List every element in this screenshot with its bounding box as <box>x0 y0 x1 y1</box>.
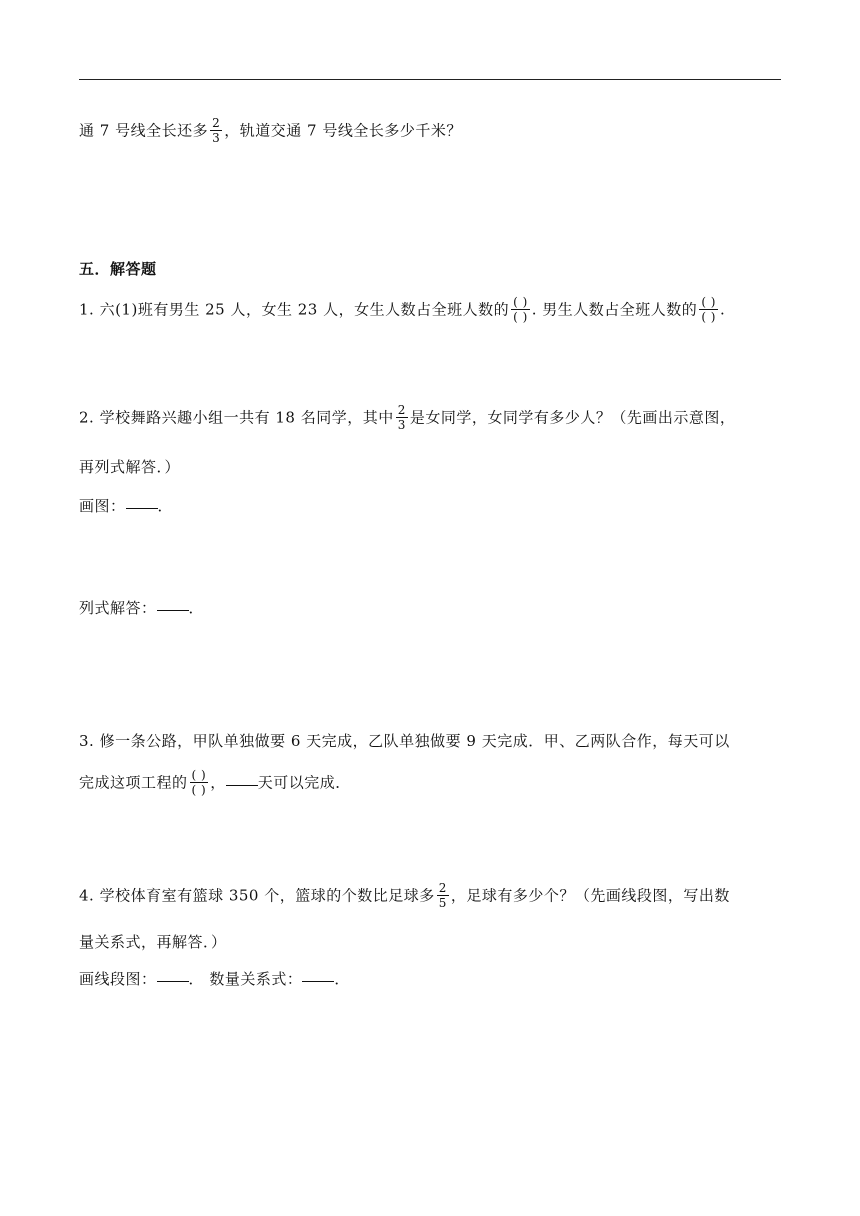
prev-question-tail <box>79 117 462 146</box>
fraction-denominator: 3 <box>397 418 406 432</box>
question-2 <box>79 404 735 433</box>
fraction-two-thirds <box>210 116 222 145</box>
q2-text-2: 是女同学，女同学有多少人？（先画出示意图， <box>409 408 736 427</box>
q4-answer-row <box>79 969 350 989</box>
answer-fraction-3[interactable] <box>190 768 209 797</box>
question-3-line-2 <box>79 769 351 798</box>
q2-draw-row <box>79 496 173 516</box>
draw-answer-blank[interactable] <box>126 507 158 509</box>
q2-text-1: 2. 学校舞路兴趣小组一共有 18 名同学，其中 <box>79 408 394 427</box>
draw-end: ． <box>157 497 174 515</box>
days-answer-blank[interactable] <box>226 784 258 786</box>
segment-answer-blank[interactable] <box>157 980 189 982</box>
header-rule <box>79 79 781 80</box>
q4-text-2: ，足球有多少个？（先画线段图，写出数 <box>450 886 730 905</box>
fraction-numerator: ( ) <box>513 295 528 309</box>
q3-text-1: 完成这项工程的 <box>79 773 188 792</box>
q3-text-2: ， <box>210 773 226 792</box>
draw-label: 画图： <box>79 497 126 515</box>
fraction-two-thirds <box>396 403 408 432</box>
q2-calc-row <box>79 598 204 618</box>
prev-text-1: 通 7 号线全长还多 <box>79 121 209 140</box>
q1-text-2: . 男生人数占全班人数的 <box>531 300 698 319</box>
fraction-denominator: ( ) <box>701 310 716 324</box>
fraction-denominator: ( ) <box>513 310 528 324</box>
question-3: 3. 修一条公路，甲队单独做要 6 天完成，乙队单独做要 9 天完成．甲、乙两队合作，每天可以 <box>79 732 730 750</box>
fraction-numerator: 2 <box>212 116 221 130</box>
q1-text-3: . <box>720 300 726 319</box>
fraction-denominator: 3 <box>212 131 221 145</box>
calc-end: ． <box>188 599 205 617</box>
segment-end: ． <box>188 970 205 988</box>
fraction-denominator: ( ) <box>191 783 207 797</box>
q4-text-1: 4. 学校体育室有篮球 350 个，篮球的个数比足球多 <box>79 886 435 905</box>
question-4 <box>79 882 730 911</box>
relation-end: ． <box>334 970 350 988</box>
answer-fraction-2[interactable] <box>699 295 718 324</box>
fraction-numerator: 2 <box>438 881 447 895</box>
fraction-two-fifths <box>437 881 449 910</box>
calc-label: 列式解答： <box>79 599 157 617</box>
question-1 <box>79 296 725 325</box>
fraction-numerator: ( ) <box>701 295 716 309</box>
question-4-line-2: 量关系式，再解答．） <box>79 933 227 951</box>
question-2-line-2: 再列式解答．） <box>79 458 181 476</box>
fraction-numerator: 2 <box>397 403 406 417</box>
relation-label: 数量关系式： <box>209 970 303 988</box>
segment-label: 画线段图： <box>79 970 157 988</box>
section-heading: 五．解答题 <box>79 260 157 278</box>
prev-text-2: ，轨道交通 7 号线全长多少千米？ <box>224 121 462 140</box>
calc-answer-blank[interactable] <box>157 609 189 611</box>
fraction-denominator: 5 <box>438 896 447 910</box>
answer-fraction-1[interactable] <box>511 295 530 324</box>
q3-text-3: 天可以完成． <box>257 773 351 792</box>
q1-text-1: 1. 六(1)班有男生 25 人，女生 23 人，女生人数占全班人数的 <box>79 300 510 319</box>
relation-answer-blank[interactable] <box>302 980 334 982</box>
fraction-numerator: ( ) <box>191 768 207 782</box>
